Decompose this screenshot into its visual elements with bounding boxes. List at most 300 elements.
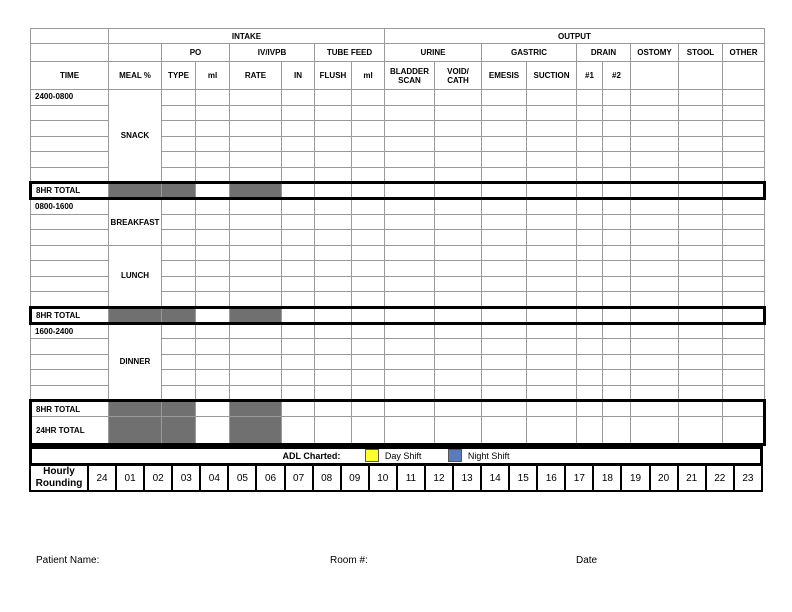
entry-cell[interactable] [527, 339, 577, 355]
total-cell[interactable] [527, 183, 577, 199]
entry-cell[interactable] [230, 167, 282, 183]
total-cell[interactable] [435, 417, 482, 445]
total-cell[interactable] [723, 417, 765, 445]
entry-cell[interactable] [482, 245, 527, 261]
entry-cell[interactable] [482, 323, 527, 339]
entry-cell[interactable] [352, 136, 385, 152]
entry-cell[interactable] [385, 167, 435, 183]
entry-cell[interactable] [631, 152, 679, 168]
entry-cell[interactable] [352, 276, 385, 292]
total-cell[interactable] [482, 401, 527, 417]
total-cell[interactable] [385, 401, 435, 417]
total-cell[interactable] [282, 401, 315, 417]
entry-cell[interactable] [527, 370, 577, 386]
entry-cell[interactable] [282, 370, 315, 386]
entry-cell[interactable] [282, 339, 315, 355]
entry-cell[interactable] [230, 276, 282, 292]
entry-cell[interactable] [282, 276, 315, 292]
entry-cell[interactable] [162, 339, 196, 355]
entry-cell[interactable] [352, 385, 385, 401]
total-cell[interactable] [482, 307, 527, 323]
total-cell[interactable] [631, 307, 679, 323]
entry-cell[interactable] [315, 354, 352, 370]
total-cell[interactable] [723, 307, 765, 323]
entry-cell[interactable] [482, 90, 527, 106]
entry-cell[interactable] [196, 261, 230, 277]
entry-cell[interactable] [282, 121, 315, 137]
entry-cell[interactable] [162, 167, 196, 183]
entry-cell[interactable] [230, 136, 282, 152]
entry-cell[interactable] [230, 370, 282, 386]
entry-cell[interactable] [315, 339, 352, 355]
entry-cell[interactable] [385, 385, 435, 401]
entry-cell[interactable] [577, 261, 603, 277]
entry-cell[interactable] [527, 167, 577, 183]
entry-cell[interactable] [282, 199, 315, 215]
entry-cell[interactable] [631, 199, 679, 215]
total-cell[interactable] [723, 401, 765, 417]
entry-cell[interactable] [603, 167, 631, 183]
entry-cell[interactable] [435, 245, 482, 261]
entry-cell[interactable] [435, 152, 482, 168]
total-cell[interactable] [282, 307, 315, 323]
entry-cell[interactable] [577, 152, 603, 168]
entry-cell[interactable] [230, 90, 282, 106]
entry-cell[interactable] [196, 152, 230, 168]
entry-cell[interactable] [631, 105, 679, 121]
entry-cell[interactable] [196, 292, 230, 308]
entry-cell[interactable] [679, 230, 723, 246]
entry-cell[interactable] [230, 354, 282, 370]
entry-cell[interactable] [603, 339, 631, 355]
entry-cell[interactable] [385, 214, 435, 230]
entry-cell[interactable] [435, 121, 482, 137]
hour-cell[interactable]: 07 [285, 466, 313, 491]
total-cell[interactable] [435, 307, 482, 323]
entry-cell[interactable] [603, 214, 631, 230]
entry-cell[interactable] [679, 214, 723, 230]
entry-cell[interactable] [527, 105, 577, 121]
entry-cell[interactable] [679, 152, 723, 168]
entry-cell[interactable] [162, 261, 196, 277]
hour-cell[interactable]: 22 [706, 466, 734, 491]
entry-cell[interactable] [435, 261, 482, 277]
total-cell[interactable] [352, 417, 385, 445]
entry-cell[interactable] [230, 214, 282, 230]
entry-cell[interactable] [162, 121, 196, 137]
entry-cell[interactable] [527, 261, 577, 277]
entry-cell[interactable] [230, 245, 282, 261]
entry-cell[interactable] [435, 136, 482, 152]
entry-cell[interactable] [482, 214, 527, 230]
entry-cell[interactable] [196, 385, 230, 401]
entry-cell[interactable] [315, 385, 352, 401]
total-cell[interactable] [577, 401, 603, 417]
entry-cell[interactable] [577, 323, 603, 339]
entry-cell[interactable] [603, 292, 631, 308]
entry-cell[interactable] [352, 105, 385, 121]
entry-cell[interactable] [435, 214, 482, 230]
total-cell[interactable] [196, 183, 230, 199]
entry-cell[interactable] [352, 90, 385, 106]
entry-cell[interactable] [282, 354, 315, 370]
entry-cell[interactable] [577, 105, 603, 121]
entry-cell[interactable] [631, 261, 679, 277]
entry-cell[interactable] [315, 199, 352, 215]
entry-cell[interactable] [577, 245, 603, 261]
entry-cell[interactable] [679, 276, 723, 292]
entry-cell[interactable] [723, 276, 765, 292]
total-cell[interactable] [679, 417, 723, 445]
hour-cell[interactable]: 18 [593, 466, 621, 491]
entry-cell[interactable] [196, 276, 230, 292]
entry-cell[interactable] [527, 199, 577, 215]
entry-cell[interactable] [577, 136, 603, 152]
entry-cell[interactable] [723, 339, 765, 355]
entry-cell[interactable] [603, 354, 631, 370]
entry-cell[interactable] [315, 370, 352, 386]
entry-cell[interactable] [196, 214, 230, 230]
entry-cell[interactable] [723, 136, 765, 152]
entry-cell[interactable] [577, 370, 603, 386]
entry-cell[interactable] [631, 230, 679, 246]
entry-cell[interactable] [603, 136, 631, 152]
hour-cell[interactable]: 16 [537, 466, 565, 491]
total-cell[interactable] [527, 401, 577, 417]
entry-cell[interactable] [196, 370, 230, 386]
entry-cell[interactable] [196, 105, 230, 121]
hour-cell[interactable]: 08 [313, 466, 341, 491]
entry-cell[interactable] [631, 136, 679, 152]
entry-cell[interactable] [435, 385, 482, 401]
entry-cell[interactable] [723, 261, 765, 277]
entry-cell[interactable] [527, 276, 577, 292]
entry-cell[interactable] [603, 261, 631, 277]
total-cell[interactable] [482, 183, 527, 199]
entry-cell[interactable] [352, 354, 385, 370]
entry-cell[interactable] [282, 105, 315, 121]
entry-cell[interactable] [577, 385, 603, 401]
entry-cell[interactable] [352, 245, 385, 261]
entry-cell[interactable] [679, 121, 723, 137]
hour-cell[interactable]: 02 [144, 466, 172, 491]
entry-cell[interactable] [723, 167, 765, 183]
entry-cell[interactable] [282, 245, 315, 261]
entry-cell[interactable] [603, 370, 631, 386]
entry-cell[interactable] [162, 152, 196, 168]
entry-cell[interactable] [527, 90, 577, 106]
hour-cell[interactable]: 03 [172, 466, 200, 491]
hour-cell[interactable]: 13 [453, 466, 481, 491]
total-cell[interactable] [315, 417, 352, 445]
entry-cell[interactable] [603, 385, 631, 401]
entry-cell[interactable] [162, 90, 196, 106]
entry-cell[interactable] [631, 354, 679, 370]
entry-cell[interactable] [196, 167, 230, 183]
entry-cell[interactable] [162, 105, 196, 121]
entry-cell[interactable] [679, 323, 723, 339]
entry-cell[interactable] [723, 323, 765, 339]
hour-cell[interactable]: 24 [88, 466, 116, 491]
total-cell[interactable] [679, 307, 723, 323]
entry-cell[interactable] [577, 354, 603, 370]
entry-cell[interactable] [230, 121, 282, 137]
hour-cell[interactable]: 14 [481, 466, 509, 491]
entry-cell[interactable] [162, 292, 196, 308]
total-cell[interactable] [352, 307, 385, 323]
entry-cell[interactable] [385, 230, 435, 246]
entry-cell[interactable] [435, 276, 482, 292]
entry-cell[interactable] [631, 214, 679, 230]
total-cell[interactable] [196, 401, 230, 417]
entry-cell[interactable] [162, 136, 196, 152]
entry-cell[interactable] [435, 230, 482, 246]
entry-cell[interactable] [315, 105, 352, 121]
total-cell[interactable] [723, 183, 765, 199]
entry-cell[interactable] [315, 136, 352, 152]
entry-cell[interactable] [482, 385, 527, 401]
entry-cell[interactable] [282, 261, 315, 277]
entry-cell[interactable] [352, 339, 385, 355]
entry-cell[interactable] [482, 354, 527, 370]
entry-cell[interactable] [435, 323, 482, 339]
entry-cell[interactable] [482, 152, 527, 168]
entry-cell[interactable] [679, 370, 723, 386]
entry-cell[interactable] [603, 121, 631, 137]
entry-cell[interactable] [631, 339, 679, 355]
entry-cell[interactable] [352, 292, 385, 308]
total-cell[interactable] [385, 307, 435, 323]
entry-cell[interactable] [196, 323, 230, 339]
total-cell[interactable] [282, 417, 315, 445]
entry-cell[interactable] [196, 354, 230, 370]
entry-cell[interactable] [282, 152, 315, 168]
entry-cell[interactable] [723, 105, 765, 121]
entry-cell[interactable] [577, 90, 603, 106]
total-cell[interactable] [577, 417, 603, 445]
entry-cell[interactable] [527, 292, 577, 308]
entry-cell[interactable] [482, 167, 527, 183]
total-cell[interactable] [631, 401, 679, 417]
entry-cell[interactable] [723, 121, 765, 137]
entry-cell[interactable] [482, 339, 527, 355]
entry-cell[interactable] [435, 167, 482, 183]
entry-cell[interactable] [527, 323, 577, 339]
entry-cell[interactable] [230, 105, 282, 121]
entry-cell[interactable] [196, 245, 230, 261]
hour-cell[interactable]: 09 [341, 466, 369, 491]
entry-cell[interactable] [282, 385, 315, 401]
entry-cell[interactable] [603, 230, 631, 246]
entry-cell[interactable] [577, 121, 603, 137]
entry-cell[interactable] [723, 90, 765, 106]
entry-cell[interactable] [315, 292, 352, 308]
entry-cell[interactable] [577, 214, 603, 230]
entry-cell[interactable] [385, 152, 435, 168]
entry-cell[interactable] [482, 292, 527, 308]
hour-cell[interactable]: 19 [621, 466, 649, 491]
hour-cell[interactable]: 04 [200, 466, 228, 491]
entry-cell[interactable] [631, 276, 679, 292]
entry-cell[interactable] [282, 323, 315, 339]
entry-cell[interactable] [282, 292, 315, 308]
entry-cell[interactable] [282, 167, 315, 183]
total-cell[interactable] [315, 307, 352, 323]
entry-cell[interactable] [352, 230, 385, 246]
total-cell[interactable] [631, 183, 679, 199]
total-cell[interactable] [352, 183, 385, 199]
entry-cell[interactable] [679, 354, 723, 370]
entry-cell[interactable] [631, 323, 679, 339]
entry-cell[interactable] [723, 245, 765, 261]
entry-cell[interactable] [385, 370, 435, 386]
entry-cell[interactable] [577, 230, 603, 246]
entry-cell[interactable] [162, 370, 196, 386]
entry-cell[interactable] [230, 385, 282, 401]
entry-cell[interactable] [679, 167, 723, 183]
entry-cell[interactable] [679, 385, 723, 401]
entry-cell[interactable] [631, 90, 679, 106]
hour-cell[interactable]: 12 [425, 466, 453, 491]
total-cell[interactable] [315, 183, 352, 199]
hour-cell[interactable]: 11 [397, 466, 425, 491]
entry-cell[interactable] [385, 121, 435, 137]
entry-cell[interactable] [162, 199, 196, 215]
entry-cell[interactable] [435, 292, 482, 308]
total-cell[interactable] [603, 183, 631, 199]
entry-cell[interactable] [577, 199, 603, 215]
total-cell[interactable] [482, 417, 527, 445]
entry-cell[interactable] [385, 323, 435, 339]
total-cell[interactable] [385, 417, 435, 445]
entry-cell[interactable] [352, 370, 385, 386]
total-cell[interactable] [385, 183, 435, 199]
entry-cell[interactable] [482, 136, 527, 152]
entry-cell[interactable] [435, 199, 482, 215]
entry-cell[interactable] [282, 90, 315, 106]
entry-cell[interactable] [482, 199, 527, 215]
entry-cell[interactable] [527, 136, 577, 152]
entry-cell[interactable] [482, 230, 527, 246]
total-cell[interactable] [577, 183, 603, 199]
total-cell[interactable] [435, 183, 482, 199]
entry-cell[interactable] [385, 105, 435, 121]
entry-cell[interactable] [679, 292, 723, 308]
entry-cell[interactable] [631, 370, 679, 386]
entry-cell[interactable] [723, 385, 765, 401]
entry-cell[interactable] [352, 167, 385, 183]
total-cell[interactable] [631, 417, 679, 445]
entry-cell[interactable] [352, 199, 385, 215]
entry-cell[interactable] [196, 121, 230, 137]
entry-cell[interactable] [577, 292, 603, 308]
entry-cell[interactable] [315, 230, 352, 246]
entry-cell[interactable] [631, 121, 679, 137]
entry-cell[interactable] [230, 339, 282, 355]
entry-cell[interactable] [482, 276, 527, 292]
entry-cell[interactable] [679, 136, 723, 152]
entry-cell[interactable] [527, 152, 577, 168]
total-cell[interactable] [352, 401, 385, 417]
total-cell[interactable] [435, 401, 482, 417]
entry-cell[interactable] [603, 323, 631, 339]
hour-cell[interactable]: 21 [678, 466, 706, 491]
entry-cell[interactable] [482, 261, 527, 277]
entry-cell[interactable] [196, 199, 230, 215]
entry-cell[interactable] [230, 323, 282, 339]
entry-cell[interactable] [385, 90, 435, 106]
entry-cell[interactable] [527, 230, 577, 246]
total-cell[interactable] [603, 417, 631, 445]
entry-cell[interactable] [679, 245, 723, 261]
entry-cell[interactable] [162, 230, 196, 246]
entry-cell[interactable] [385, 354, 435, 370]
entry-cell[interactable] [196, 230, 230, 246]
hour-cell[interactable]: 17 [565, 466, 593, 491]
entry-cell[interactable] [385, 339, 435, 355]
entry-cell[interactable] [315, 152, 352, 168]
entry-cell[interactable] [230, 292, 282, 308]
hour-cell[interactable]: 10 [369, 466, 397, 491]
entry-cell[interactable] [162, 354, 196, 370]
entry-cell[interactable] [282, 230, 315, 246]
entry-cell[interactable] [679, 105, 723, 121]
hour-cell[interactable]: 06 [256, 466, 284, 491]
entry-cell[interactable] [352, 261, 385, 277]
entry-cell[interactable] [282, 214, 315, 230]
entry-cell[interactable] [315, 90, 352, 106]
entry-cell[interactable] [352, 152, 385, 168]
entry-cell[interactable] [385, 245, 435, 261]
entry-cell[interactable] [315, 261, 352, 277]
entry-cell[interactable] [162, 276, 196, 292]
entry-cell[interactable] [631, 167, 679, 183]
entry-cell[interactable] [196, 136, 230, 152]
entry-cell[interactable] [230, 152, 282, 168]
hour-cell[interactable]: 20 [650, 466, 678, 491]
total-cell[interactable] [679, 183, 723, 199]
entry-cell[interactable] [679, 261, 723, 277]
entry-cell[interactable] [435, 370, 482, 386]
entry-cell[interactable] [435, 339, 482, 355]
total-cell[interactable] [527, 417, 577, 445]
entry-cell[interactable] [679, 339, 723, 355]
entry-cell[interactable] [603, 245, 631, 261]
entry-cell[interactable] [631, 385, 679, 401]
entry-cell[interactable] [603, 199, 631, 215]
entry-cell[interactable] [315, 245, 352, 261]
entry-cell[interactable] [482, 121, 527, 137]
entry-cell[interactable] [282, 136, 315, 152]
entry-cell[interactable] [527, 121, 577, 137]
entry-cell[interactable] [679, 90, 723, 106]
entry-cell[interactable] [435, 105, 482, 121]
entry-cell[interactable] [385, 199, 435, 215]
entry-cell[interactable] [723, 370, 765, 386]
entry-cell[interactable] [385, 276, 435, 292]
entry-cell[interactable] [230, 261, 282, 277]
entry-cell[interactable] [352, 323, 385, 339]
entry-cell[interactable] [631, 292, 679, 308]
entry-cell[interactable] [603, 152, 631, 168]
entry-cell[interactable] [352, 121, 385, 137]
total-cell[interactable] [603, 307, 631, 323]
entry-cell[interactable] [679, 199, 723, 215]
total-cell[interactable] [196, 307, 230, 323]
entry-cell[interactable] [577, 339, 603, 355]
entry-cell[interactable] [230, 230, 282, 246]
entry-cell[interactable] [723, 199, 765, 215]
